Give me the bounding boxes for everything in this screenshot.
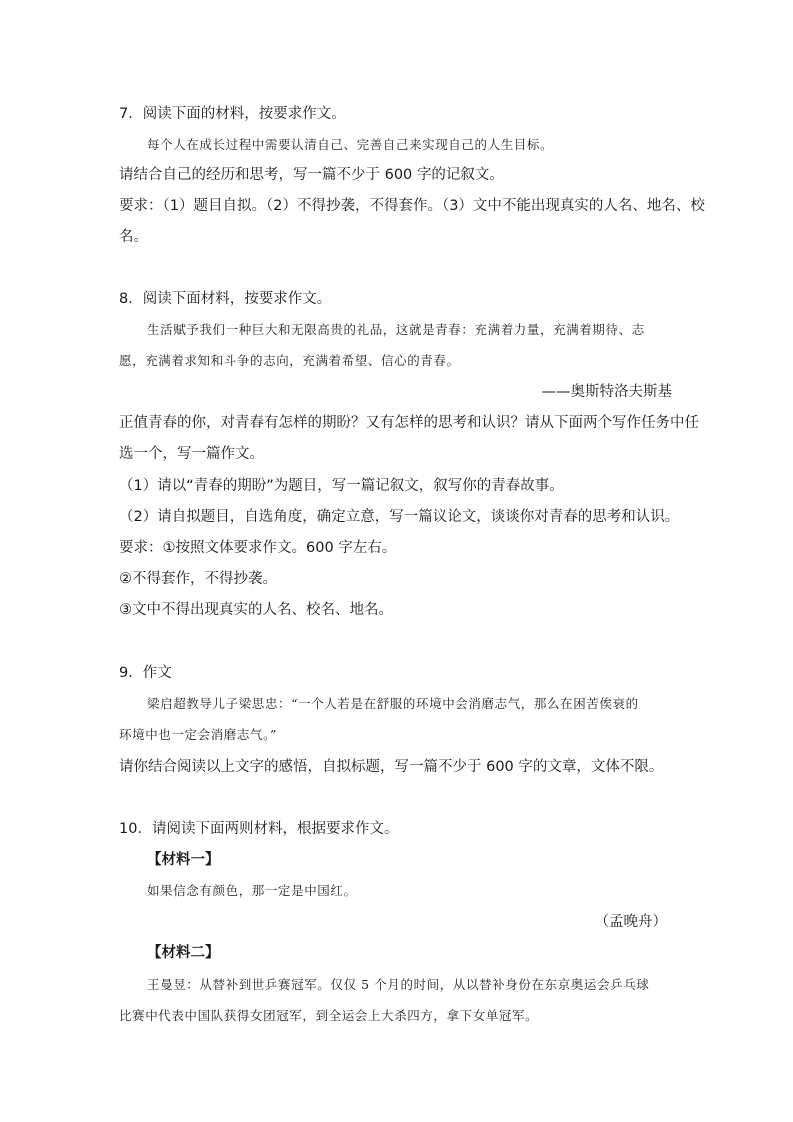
q8-material-line2: 愿，充满着求知和斗争的志向，充满着希望、信心的青春。 — [119, 353, 460, 368]
q8-task1: （1）请以“青春的期盼”为题目，写一篇记叙文，叙写你的青春故事。 — [119, 478, 564, 494]
q8-attribution: ——奥斯特洛夫斯基 — [541, 384, 672, 400]
q7-requirement-line1: 要求：（1）题目自拟。（2）不得抄袭，不得套作。（3）文中不能出现真实的人名、地名、校 — [119, 198, 705, 214]
q8-prompt-line1: 正值青春的你，对青春有怎样的期盼？又有怎样的思考和认识？请从下面两个写作任务中任 — [119, 415, 699, 431]
q10-title: 10．请阅读下面两则材料，根据要求作文。 — [119, 821, 399, 837]
q9-material-line2: 环境中也一定会消磨志气。” — [119, 727, 277, 742]
q8-requirement-2: ②不得套作，不得抄袭。 — [119, 571, 277, 587]
q8-requirement-1: 要求：①按照文体要求作文。600 字左右。 — [119, 540, 397, 556]
q9-material-line1: 梁启超教导儿子梁思忠：“一个人若是在舒服的环境中会消磨志气，那么在困苦俟衰的 — [147, 696, 639, 711]
q10-material2-line2: 比赛中代表中国队获得女团冠军，到全运会上大杀四方，拿下女单冠军。 — [119, 1008, 539, 1023]
q8-material-line1: 生活赋予我们一种巨大和无限高贵的礼品，这就是青春：充满着力量，充满着期待、志 — [147, 322, 645, 337]
q10-material1-text: 如果信念有颜色，那一定是中国红。 — [147, 883, 357, 898]
q8-title: 8．阅读下面材料，按要求作文。 — [119, 291, 332, 307]
q7-title: 7．阅读下面的材料，按要求作文。 — [119, 106, 346, 122]
q10-material1-label: 【材料一】 — [147, 852, 220, 868]
q10-material1-source: （孟晚舟） — [594, 914, 667, 930]
q8-requirement-3: ③文中不得出现真实的人名、校名、地名。 — [119, 602, 393, 618]
q7-material: 每个人在成长过程中需要认清自己、完善自己来实现自己的人生目标。 — [147, 137, 554, 152]
q8-task2: （2）请自拟题目，自选角度，确定立意，写一篇议论文，谈谈你对青春的思考和认识。 — [119, 509, 680, 525]
q7-prompt: 请结合自己的经历和思考，写一篇不少于 600 字的记叙文。 — [119, 167, 504, 183]
q10-material2-label: 【材料二】 — [147, 945, 220, 961]
q7-requirement-line2: 名。 — [119, 229, 148, 245]
q9-prompt: 请你结合阅读以上文字的感悟，自拟标题，写一篇不少于 600 字的文章，文体不限。 — [119, 759, 664, 775]
q10-material2-line1: 王曼昱：从替补到世乒赛冠军。仅仅 5 个月的时间，从以替补身份在东京奥运会乒乓球 — [147, 977, 650, 992]
q8-prompt-line2: 选一个，写一篇作文。 — [119, 446, 264, 462]
q9-title: 9．作文 — [119, 665, 172, 681]
